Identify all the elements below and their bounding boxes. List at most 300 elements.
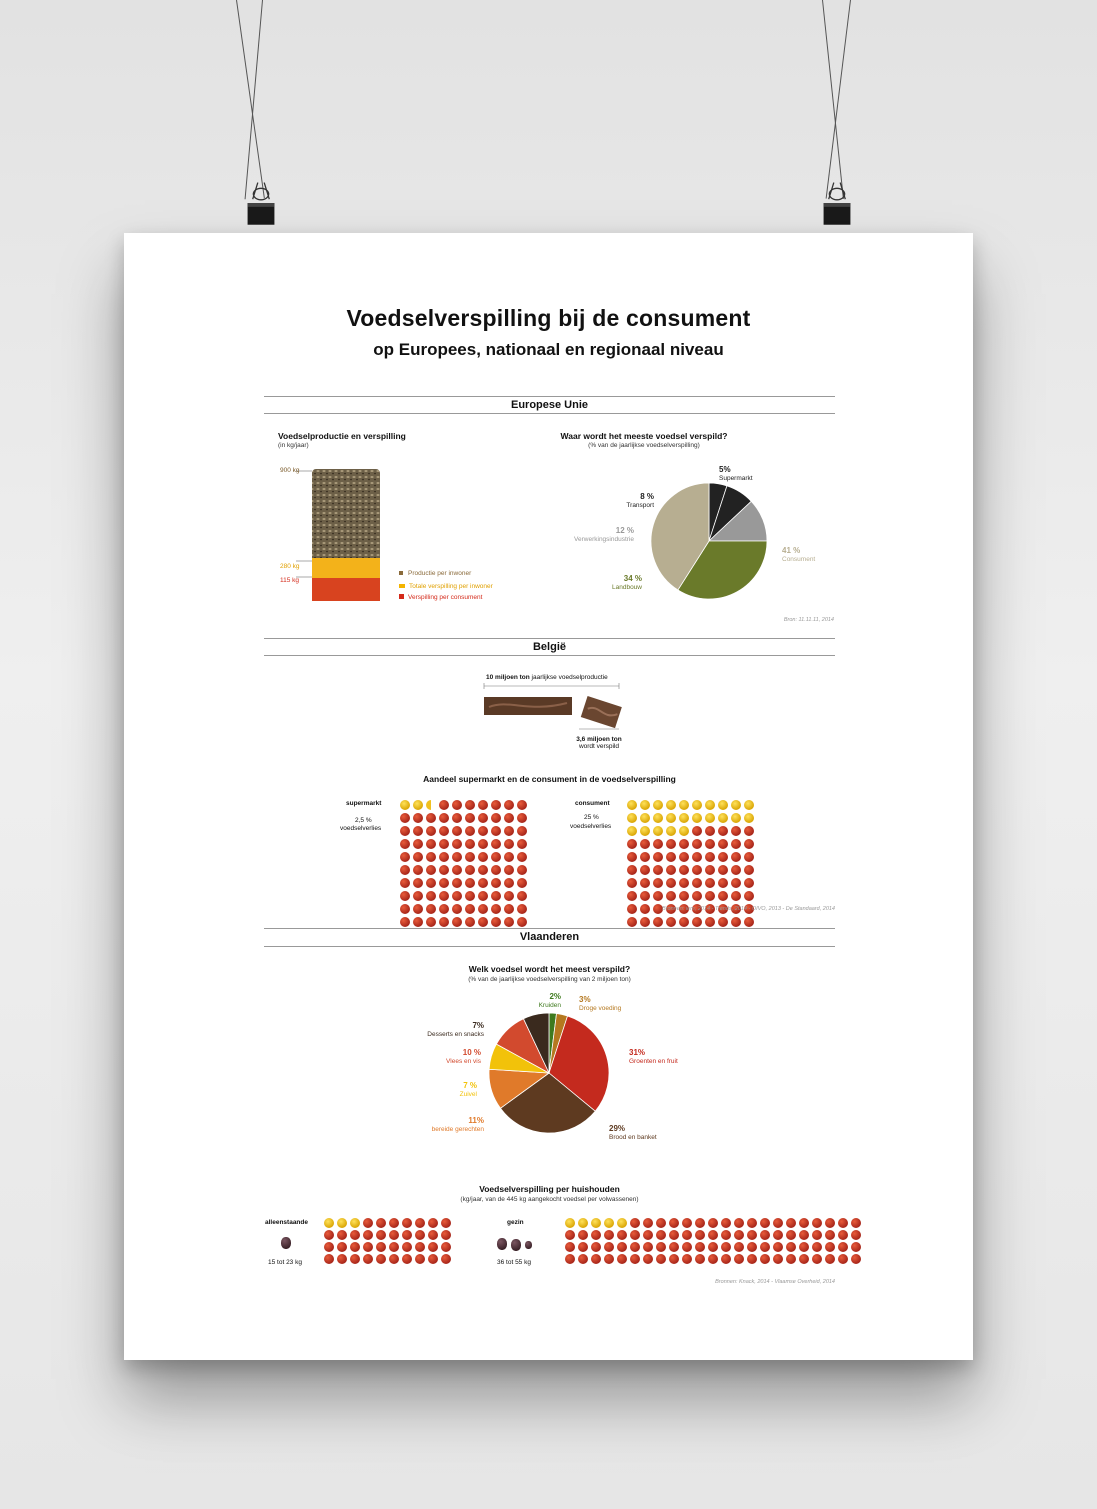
consumer-name: consument [575,800,610,807]
tomato-icon [504,865,514,875]
tomato-icon [656,1242,666,1252]
tomato-icon [640,917,650,927]
tomato-icon [376,1218,386,1228]
vl-pie-category-label-0: Kruiden [538,1002,561,1009]
tomato-icon [465,904,475,914]
tomato-icon [565,1242,575,1252]
tomato-icon [402,1230,412,1240]
wasted-annotation-text: wordt verspild [578,743,620,750]
tomato-icon [428,1254,438,1264]
tomato-icon [695,1218,705,1228]
tomato-icon [413,813,423,823]
tomato-icon [478,852,488,862]
tomato-icon [773,1242,783,1252]
tomato-icon [491,826,501,836]
eu-pie-category-label-1: Transport [626,502,654,509]
tomato-icon [517,878,527,888]
tomato-icon [517,813,527,823]
consumer-label: voedselverlies [570,823,612,830]
eu-pie-value-label-1: 8 % [640,492,654,501]
tomato-icon [478,917,488,927]
tomato-icon [491,865,501,875]
tomato-icon [491,813,501,823]
smiley-icon [679,800,689,810]
tomato-icon [478,904,488,914]
tomato-icon [400,839,410,849]
tomato-icon [744,891,754,901]
smiley-icon [400,800,410,810]
tomato-icon [692,878,702,888]
tomato-icon [452,865,462,875]
tomato-icon [426,839,436,849]
tomato-icon [692,826,702,836]
tomato-icon [731,826,741,836]
smiley-icon [679,813,689,823]
tomato-icon [653,891,663,901]
tomato-icon [721,1230,731,1240]
tomato-icon [718,826,728,836]
smiley-icon [744,813,754,823]
eu-pie-category-label-4: Consument [782,556,816,563]
tomato-icon [363,1242,373,1252]
smiley-icon [413,800,423,810]
family-name: gezin [507,1219,524,1226]
tomato-icon [643,1254,653,1264]
smiley-icon [604,1218,614,1228]
tomato-icon [627,852,637,862]
single-range: 15 tot 23 kg [268,1259,302,1266]
tomato-icon [669,1230,679,1240]
smiley-icon [640,813,650,823]
smiley-icon [744,800,754,810]
production-bar-chart [274,463,414,608]
tomato-icon [718,891,728,901]
tomato-icon [773,1218,783,1228]
plum-icon [281,1237,291,1249]
be-source: Bronnen: iem, 2014 - Trends, 2014 - OIVO, 2013 - De Standaard, 2014 [662,906,835,912]
tomato-icon [825,1230,835,1240]
tomato-icon [731,839,741,849]
tomato-icon [653,878,663,888]
tomato-icon [721,1254,731,1264]
vl-pie-chart [409,993,709,1153]
tomato-icon [491,917,501,927]
tomato-icon [363,1254,373,1264]
eu-pie-category-label-3: Landbouw [612,584,642,591]
tomato-icon [656,1230,666,1240]
tomato-icon [504,917,514,927]
tomato-icon [337,1230,347,1240]
poster-title: Voedselverspilling bij de consument [346,305,751,331]
smiley-icon [640,800,650,810]
vl-pie-value-label-2: 31% [629,1048,646,1057]
tomato-icon [705,839,715,849]
tomato-icon [413,891,423,901]
tomato-icon [760,1230,770,1240]
tomato-icon [400,865,410,875]
tomato-icon [682,1254,692,1264]
tomato-icon [812,1254,822,1264]
tomato-icon [731,917,741,927]
single-name: alleenstaande [265,1219,308,1226]
tomato-icon [617,1242,627,1252]
tomato-icon [695,1230,705,1240]
smiley-icon [565,1218,575,1228]
tomato-icon [838,1242,848,1252]
smiley-icon [718,800,728,810]
tomato-icon [838,1254,848,1264]
tomato-icon [640,891,650,901]
share-title: Aandeel supermarkt en de consument in de voedselverspilling [423,774,676,784]
legend-production-icon [399,571,403,575]
tomato-icon [426,904,436,914]
single-grid [324,1218,451,1264]
tomato-icon [679,878,689,888]
tomato-icon [428,1230,438,1240]
smiley-icon [627,813,637,823]
tomato-icon [734,1242,744,1252]
tomato-icon [363,1218,373,1228]
tomato-icon [441,1254,451,1264]
tomato-icon [415,1254,425,1264]
legend-consumer [399,594,482,601]
tomato-icon [747,1218,757,1228]
legend-total [399,583,493,590]
tomato-icon [413,917,423,927]
tomato-icon [517,891,527,901]
family-grid [565,1218,861,1264]
vl-pie-value-label-5: 7 % [463,1081,477,1090]
vl-pie-category-label-6: Vlees en vis [445,1058,481,1065]
tomato-icon [478,813,488,823]
tomato-icon [504,826,514,836]
tomato-icon [721,1218,731,1228]
tomato-icon [400,826,410,836]
smiley-icon [350,1218,360,1228]
smiley-icon [731,813,741,823]
binder-clip-icon [814,180,860,226]
tomato-icon [591,1242,601,1252]
family-range: 36 tot 55 kg [497,1259,531,1266]
tomato-icon [517,839,527,849]
tomato-icon [653,839,663,849]
tomato-icon [838,1230,848,1240]
tomato-icon [653,852,663,862]
tomato-icon [744,865,754,875]
tomato-icon [439,852,449,862]
tomato-icon [517,826,527,836]
tomato-icon [851,1218,861,1228]
tomato-icon [825,1254,835,1264]
tomato-icon [705,852,715,862]
vl-pie-value-label-0: 2% [549,993,561,1001]
tomato-icon [376,1230,386,1240]
smiley-icon [666,826,676,836]
section-divider [264,413,835,414]
tomato-icon [851,1242,861,1252]
smiley-icon [627,826,637,836]
tomato-icon [439,917,449,927]
tomato-icon [718,917,728,927]
smiley-icon [666,800,676,810]
smiley-icon [324,1218,334,1228]
tomato-icon [337,1242,347,1252]
tomato-icon [402,1254,412,1264]
tomato-icon [400,917,410,927]
tomato-icon [465,891,475,901]
tomato-icon [452,800,462,810]
tomato-icon [656,1218,666,1228]
tomato-icon [465,865,475,875]
tomato-icon [643,1230,653,1240]
tomato-icon [731,878,741,888]
plum-icon [511,1239,521,1251]
tomato-icon [705,878,715,888]
supermarket-grid [400,800,527,927]
tomato-icon [350,1254,360,1264]
tomato-icon [465,826,475,836]
vl-pie-value-label-6: 10 % [462,1048,481,1057]
eu-pie-value-label-3: 34 % [623,574,642,583]
tomato-icon [721,1242,731,1252]
tomato-icon [413,839,423,849]
tomato-icon [478,839,488,849]
supermarket-value: 2,5 % [355,817,372,824]
tomato-icon [337,1254,347,1264]
smiley-icon [617,1218,627,1228]
plum-icon [525,1241,532,1249]
tomato-icon [731,852,741,862]
tomato-icon [744,826,754,836]
tomato-icon [491,904,501,914]
tomato-icon [627,891,637,901]
tomato-icon [491,800,501,810]
tomato-icon [400,891,410,901]
tomato-icon [426,865,436,875]
tomato-icon [825,1242,835,1252]
tomato-icon [744,852,754,862]
tomato-icon [452,839,462,849]
tomato-icon [389,1230,399,1240]
eu-source: Bron: 11.11.11, 2014 [783,617,834,623]
tomato-icon [578,1230,588,1240]
tomato-icon [744,839,754,849]
section-title-be: België [532,641,566,653]
tomato-icon [630,1242,640,1252]
tomato-icon [708,1254,718,1264]
tomato-icon [679,839,689,849]
smiley-icon [653,826,663,836]
tomato-icon [718,865,728,875]
tomato-icon [604,1242,614,1252]
production-chart-unit: (in kg/jaar) [278,442,309,449]
tomato-icon [439,839,449,849]
tomato-icon [400,878,410,888]
tomato-icon [428,1242,438,1252]
tomato-icon [627,917,637,927]
smiley-icon [666,813,676,823]
tomato-icon [400,904,410,914]
legend-production-label: Productie per inwoner [408,570,472,577]
section-divider [264,928,835,929]
tomato-icon [692,917,702,927]
tomato-icon [504,813,514,823]
plum-icon [497,1238,507,1250]
hanging-wire-right [822,0,844,199]
tomato-icon [426,891,436,901]
tomato-icon [478,800,488,810]
tomato-icon [640,865,650,875]
tomato-icon [679,852,689,862]
tomato-icon [705,865,715,875]
tomato-icon [734,1230,744,1240]
smiley-icon [718,813,728,823]
tomato-icon [718,852,728,862]
tomato-icon [627,839,637,849]
tomato-icon [708,1218,718,1228]
tomato-icon [491,891,501,901]
tomato-icon [666,917,676,927]
tomato-icon [692,852,702,862]
legend-production [399,570,471,577]
tomato-icon [465,917,475,927]
tomato-icon [630,1230,640,1240]
tomato-icon [747,1254,757,1264]
section-title-eu: Europese Unie [510,399,589,411]
vl-source: Bronnen: Knack, 2014 - Vlaamse Overheid, 2014 [715,1279,835,1285]
tomato-icon [478,826,488,836]
production-annotation-text: jaarlijkse voedselproductie [531,674,608,681]
tomato-icon [389,1242,399,1252]
tomato-icon [441,1230,451,1240]
eu-pie-value-label-0: 5% [719,465,731,474]
legend-total-icon [399,584,405,588]
tomato-icon [415,1230,425,1240]
household-title: Voedselverspilling per huishouden [479,1184,620,1194]
tomato-icon [695,1254,705,1264]
tomato-icon [413,826,423,836]
vl-pie-category-label-2: Groenten en fruit [629,1058,678,1065]
tomato-icon [389,1218,399,1228]
tomato-icon [812,1242,822,1252]
tomato-icon [627,878,637,888]
tomato-icon [400,813,410,823]
tomato-icon [799,1242,809,1252]
tomato-icon [402,1242,412,1252]
tomato-icon [376,1254,386,1264]
tomato-icon [441,1242,451,1252]
smiley-icon [705,813,715,823]
hanging-wire-left [236,0,265,198]
tomato-icon [692,839,702,849]
tomato-icon [439,865,449,875]
tomato-icon [402,1218,412,1228]
tomato-icon [350,1242,360,1252]
tomato-icon [478,865,488,875]
tomato-icon [578,1242,588,1252]
smiley-icon [731,800,741,810]
hanging-wire-right-2 [826,0,851,199]
tomato-icon [640,878,650,888]
tomato-icon [666,891,676,901]
tomato-icon [682,1242,692,1252]
tomato-icon [812,1218,822,1228]
tomato-icon [604,1254,614,1264]
smiley-icon [627,800,637,810]
tick-900: 900 kg [280,467,300,474]
tomato-icon [705,917,715,927]
smiley-icon [591,1218,601,1228]
vl-pie-subtitle: (% van de jaarlijkse voedselverspilling van 2 miljoen ton) [468,976,631,983]
tomato-icon [465,852,475,862]
tomato-icon [760,1254,770,1264]
tomato-icon [439,904,449,914]
tomato-icon [627,865,637,875]
eu-pie-category-label-2: Verwerkingsindustrie [574,536,634,543]
tomato-icon [640,839,650,849]
smiley-icon [337,1218,347,1228]
tomato-icon [413,852,423,862]
tomato-icon [565,1254,575,1264]
tomato-icon [426,826,436,836]
tomato-icon [643,1242,653,1252]
tomato-icon [731,865,741,875]
tomato-icon [491,839,501,849]
tomato-icon [812,1230,822,1240]
tomato-icon [465,800,475,810]
tomato-icon [504,904,514,914]
chocolate-bar-chart [479,683,639,733]
tomato-icon [441,1218,451,1228]
tomato-icon [838,1218,848,1228]
tomato-icon [669,1218,679,1228]
vl-pie-category-label-3: Brood en banket [609,1134,657,1141]
smiley-icon [705,800,715,810]
tomato-icon [426,852,436,862]
tomato-icon [760,1218,770,1228]
tomato-icon [517,852,527,862]
tomato-icon [799,1230,809,1240]
household-subtitle: (kg/jaar, van de 445 kg aangekocht voedsel per volwassenen) [460,1196,639,1203]
tomato-icon [376,1242,386,1252]
vl-pie-value-label-7: 7% [472,1021,484,1030]
tomato-icon [324,1254,334,1264]
tomato-icon [679,891,689,901]
tomato-icon [682,1218,692,1228]
tomato-icon [705,826,715,836]
legend-consumer-label: Verspilling per consument [408,594,483,601]
smiley-icon [426,800,436,810]
tomato-icon [504,891,514,901]
smiley-icon [692,800,702,810]
production-annotation-bold: 10 miljoen ton [486,674,530,681]
tomato-icon [773,1230,783,1240]
tomato-icon [452,878,462,888]
vl-pie-category-label-1: Droge voeding [579,1005,622,1012]
tomato-icon [786,1254,796,1264]
tomato-icon [465,813,475,823]
section-divider [264,946,835,947]
where-chart-title: Waar wordt het meeste voedsel verspild? [560,431,728,441]
tomato-icon [413,865,423,875]
section-divider [264,655,835,656]
tomato-icon [653,865,663,875]
smiley-icon [640,826,650,836]
tomato-icon [786,1218,796,1228]
tomato-icon [439,813,449,823]
tomato-icon [517,904,527,914]
tomato-icon [428,1218,438,1228]
